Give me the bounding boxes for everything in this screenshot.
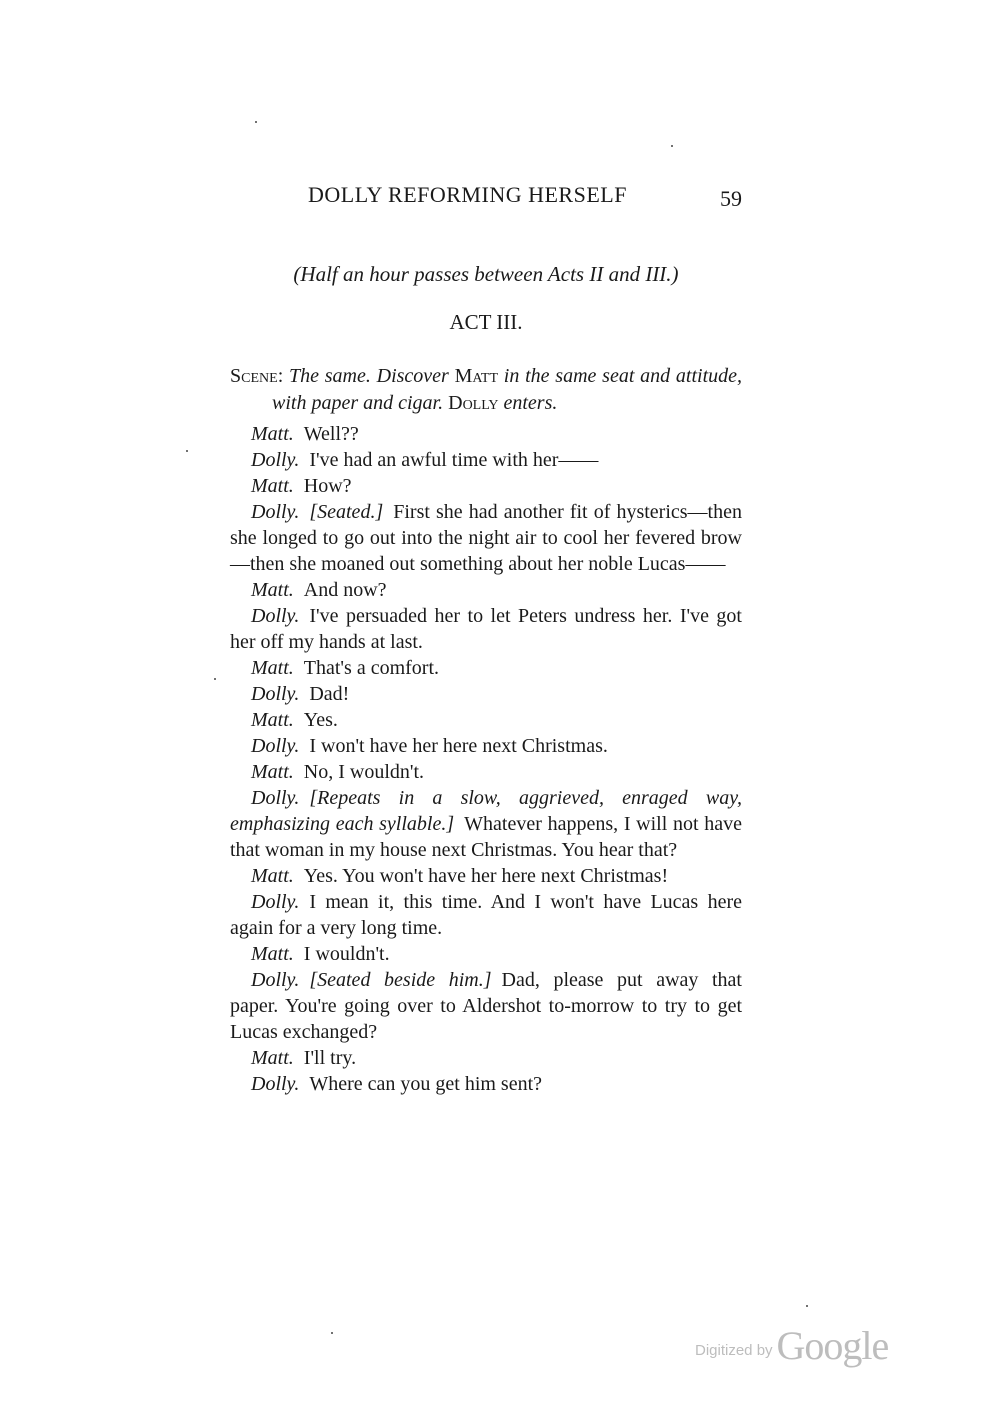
scan-speck xyxy=(186,450,188,452)
speaker-name: Dolly. xyxy=(251,605,300,627)
spoken-text: I wouldn't. xyxy=(303,943,390,965)
dialogue-line xyxy=(230,603,742,655)
scan-speck xyxy=(806,1305,808,1307)
dialogue xyxy=(230,421,742,1097)
dialogue-line xyxy=(230,681,742,707)
spoken-text: Well?? xyxy=(303,423,359,445)
speaker-name: Matt. xyxy=(251,709,294,731)
speaker-name: Dolly. xyxy=(251,1073,300,1095)
spoken-text: No, I wouldn't. xyxy=(303,761,425,783)
scene-colon: : xyxy=(277,365,284,387)
dialogue-line xyxy=(230,889,742,941)
spoken-text: First she had another fit of hysterics—then she longed to go out into the night air to cool her fevered brow—then she moaned out something about her noble Lucas—— xyxy=(230,501,742,575)
speaker-name: Matt. xyxy=(251,761,294,783)
dialogue-line xyxy=(230,759,742,785)
act-heading: ACT III. xyxy=(449,310,523,334)
dialogue-line xyxy=(230,499,742,577)
speaker-name: Dolly. xyxy=(251,735,300,757)
digitized-by-google-watermark xyxy=(695,1322,915,1370)
dialogue-line xyxy=(230,577,742,603)
spoken-text: I've persuaded her to let Peters undress her. I've got her off my hands at last. xyxy=(230,605,742,653)
speaker-name: Matt. xyxy=(251,1047,294,1069)
spoken-text: Dad! xyxy=(309,683,350,705)
spoken-text: I mean it, this time. And I won't have Lucas here again for a very long time. xyxy=(230,891,742,939)
dialogue-line xyxy=(230,447,742,473)
character-name: Dolly xyxy=(448,392,499,414)
spoken-text: And now? xyxy=(303,579,387,601)
spoken-text: That's a comfort. xyxy=(303,657,440,679)
scene-text: The same. Discover xyxy=(289,365,455,387)
dialogue-line xyxy=(230,941,742,967)
dialogue-line xyxy=(230,655,742,681)
stage-direction: [Seated.] xyxy=(309,501,384,523)
spoken-text: How? xyxy=(303,475,352,497)
scan-speck xyxy=(255,121,257,123)
dialogue-line xyxy=(230,733,742,759)
dialogue-line xyxy=(230,421,742,447)
scan-speck xyxy=(214,678,216,680)
spoken-text: Where can you get him sent? xyxy=(309,1073,543,1095)
spoken-text: I've had an awful time with her—— xyxy=(309,449,599,471)
scan-speck xyxy=(671,145,673,147)
running-title: DOLLY REFORMING HERSELF xyxy=(308,182,627,207)
spoken-text: Whatever happens, I will not have that woman in my house next Christmas. You hear that? xyxy=(230,813,742,861)
spoken-text: Dad, please put away that paper. You're going over to Aldershot to-morrow to try to get Lucas exchanged? xyxy=(230,969,742,1043)
spoken-text: I won't have her here next Christmas. xyxy=(309,735,608,757)
stage-direction: [Seated beside him.] xyxy=(309,969,492,991)
dialogue-line xyxy=(230,1045,742,1071)
running-head xyxy=(230,182,742,212)
dialogue-line xyxy=(230,967,742,1045)
spoken-text: Yes. xyxy=(303,709,338,731)
dialogue-line xyxy=(230,707,742,733)
speaker-name: Matt. xyxy=(251,865,294,887)
scene-label: Scene xyxy=(230,365,278,387)
scene-text: enters. xyxy=(498,392,558,414)
scan-speck xyxy=(331,1332,333,1334)
speaker-name: Dolly. xyxy=(251,787,300,809)
speaker-name: Matt. xyxy=(251,943,294,965)
act-interval-note: (Half an hour passes between Acts II and III.) xyxy=(293,262,679,286)
speaker-name: Matt. xyxy=(251,579,294,601)
speaker-name: Dolly. xyxy=(251,683,300,705)
dialogue-line xyxy=(230,1071,742,1097)
page-number: 59 xyxy=(720,186,742,211)
speaker-name: Matt. xyxy=(251,475,294,497)
stage-direction: [Repeats in a slow, aggrieved, enraged way, emphasizing each syllable.] xyxy=(230,787,742,835)
scene-description xyxy=(230,363,742,417)
speaker-name: Dolly. xyxy=(251,501,300,523)
watermark-prefix: Digitized by xyxy=(695,1342,773,1359)
speaker-name: Dolly. xyxy=(251,449,300,471)
scene-text: in the same seat and attitude, with paper and cigar. xyxy=(272,365,742,414)
speaker-name: Dolly. xyxy=(251,891,300,913)
dialogue-line xyxy=(230,785,742,863)
speaker-name: Matt. xyxy=(251,657,294,679)
spoken-text: Yes. You won't have her here next Christmas! xyxy=(303,865,669,887)
dialogue-line xyxy=(230,473,742,499)
dialogue-line xyxy=(230,863,742,889)
character-name: Matt xyxy=(454,365,499,387)
google-logo: Google xyxy=(776,1323,889,1368)
speaker-name: Matt. xyxy=(251,423,294,445)
spoken-text: I'll try. xyxy=(303,1047,357,1069)
speaker-name: Dolly. xyxy=(251,969,300,991)
